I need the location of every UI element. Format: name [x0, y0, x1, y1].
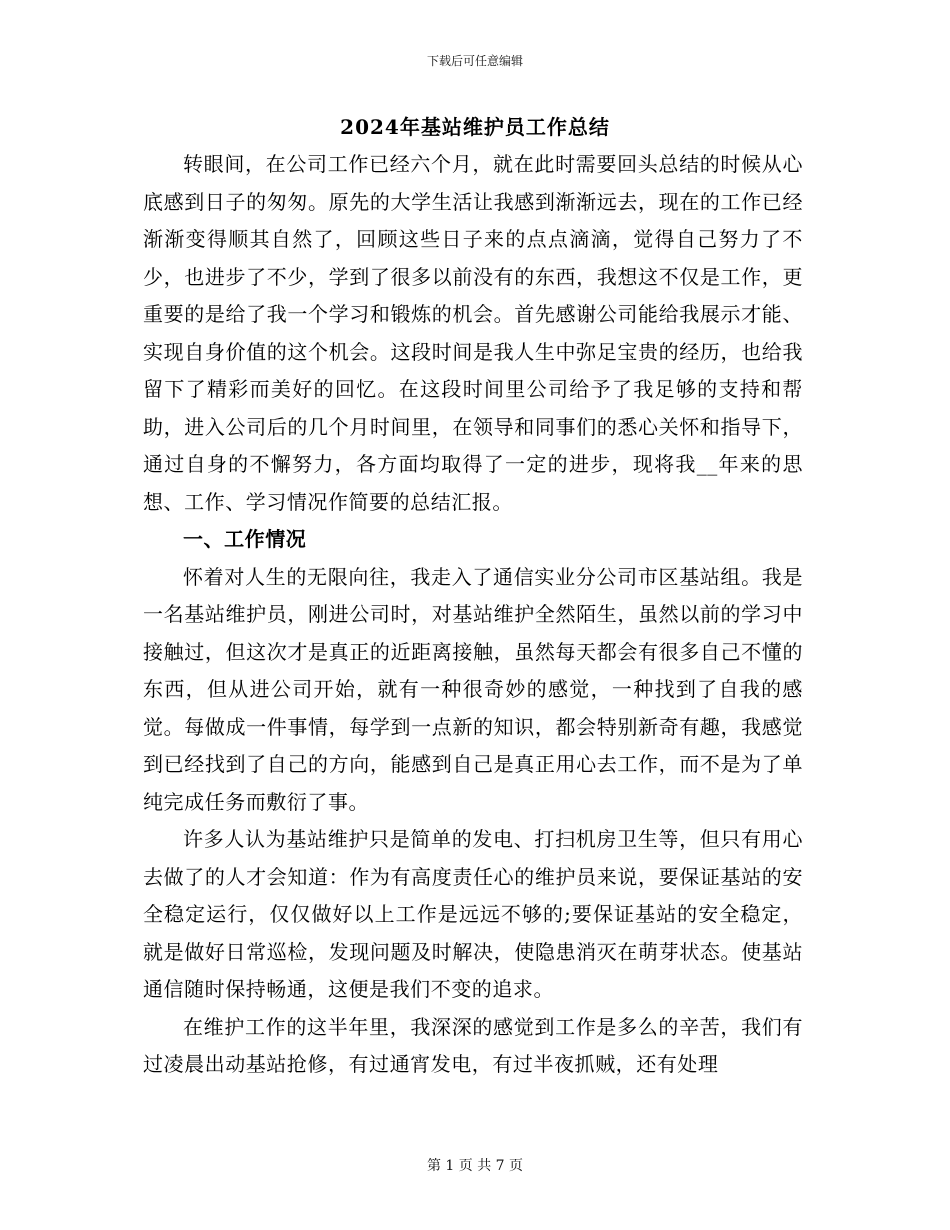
document-body	[143, 146, 803, 1084]
page-header-note: 下载后可任意编辑	[426, 54, 523, 68]
section-heading-work: 一、工作情况	[183, 527, 307, 551]
paragraph-intro: 转眼间，在公司工作已经六个月，就在此时需要回头总结的时候从心底感到日子的匆匆。原先的大学生活让我感到渐渐远去，现在的工作已经渐渐变得顺其自然了，回顾这些日子来的点点滴滴，觉得自己努力了不少，也进步了不少，学到了很多以前没有的东西，我想这不仅是工作，更重要的是给了我一个学习和锻炼的机会。首先感谢公司能给我展示才能、实现自身价值的这个机会。这段时间是我人生中弥足宝贵的经历，也给我留下了精彩而美好的回忆。在这段时间里公司给予了我足够的支持和帮助，进入公司后的几个月时间里，在领导和同事们的悉心关怀和指导下，通过自身的不懈努力，各方面均取得了一定的进步，现将我__年来的思想、工作、学习情况作简要的总结汇报。	[143, 152, 803, 514]
document-title: 2024年基站维护员工作总结	[340, 115, 610, 139]
paragraph-work-1: 怀着对人生的无限向往，我走入了通信实业分公司市区基站组。我是一名基站维护员，刚进公司时，对基站维护全然陌生，虽然以前的学习中接触过，但这次才是真正的近距离接触，虽然每天都会有很多自己不懂的东西，但从进公司开始，就有一种很奇妙的感觉，一种找到了自我的感觉。每做成一件事情，每学到一点新的知识，都会特别新奇有趣，我感觉到已经找到了自己的方向，能感到自己是真正用心去工作，而不是为了单纯完成任务而敷衍了事。	[143, 564, 803, 814]
paragraph-work-2: 许多人认为基站维护只是简单的发电、打扫机房卫生等，但只有用心去做了的人才会知道：作为有高度责任心的维护员来说，要保证基站的安全稳定运行，仅仅做好以上工作是远远不够的;要保证基站的安全稳定，就是做好日常巡检，发现问题及时解决，使隐患消灭在萌芽状态。使基站通信随时保持畅通，这便是我们不变的追求。	[143, 827, 803, 1001]
page-number: 第 1 页 共 7 页	[426, 1158, 524, 1174]
paragraph-work-3: 在维护工作的这半年里，我深深的感觉到工作是多么的辛苦，我们有过凌晨出动基站抢修，有过通宵发电，有过半夜抓贼，还有处理	[143, 1014, 803, 1076]
